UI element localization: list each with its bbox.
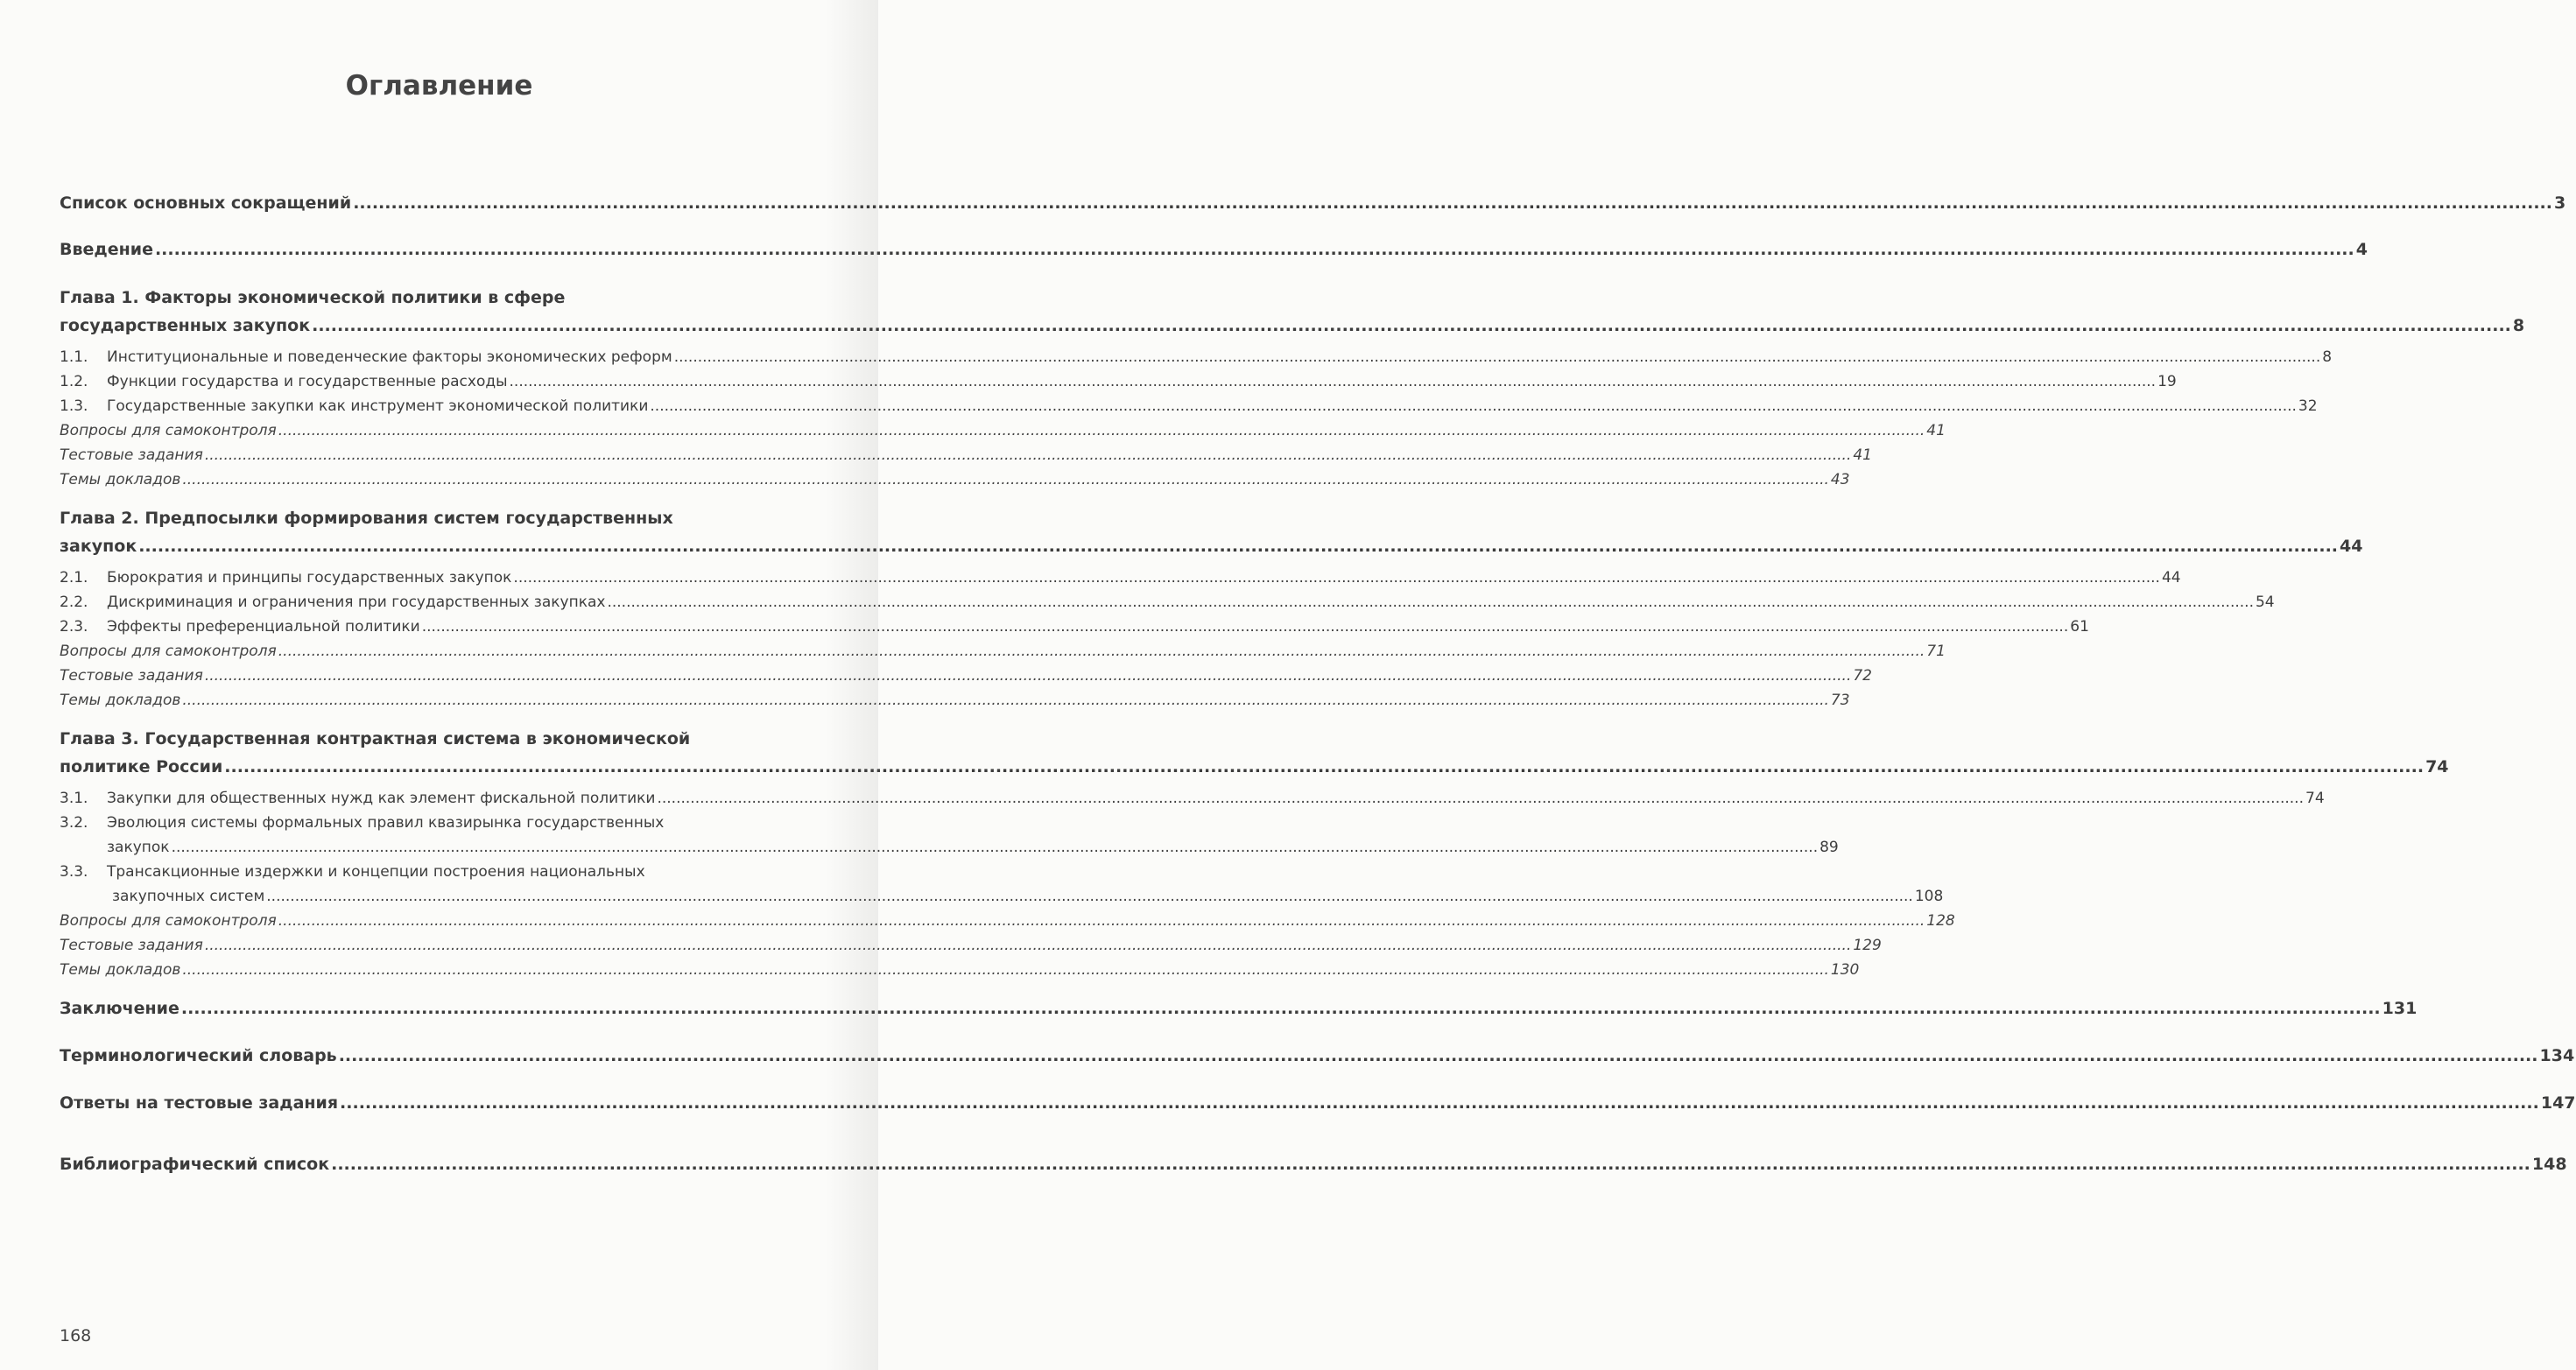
toc-chapter-1[interactable]: государственных закупок ..... 8 <box>60 316 825 335</box>
toc-section-3-1[interactable]: 3.1. Закупки для общественных нужд как элемент фискальной политики ..... 74 <box>60 790 825 807</box>
toc-ch2-questions[interactable]: Вопросы для самоконтроля ..... 71 <box>60 643 825 660</box>
toc-section-1-3[interactable]: 1.3. Государственные закупки как инструмент экономической политики ..... 32 <box>60 397 825 415</box>
toc-section-3-3[interactable]: закупочных систем ..... 108 <box>112 888 825 905</box>
toc-ch1-reports[interactable]: Темы докладов ..... 43 <box>60 471 825 488</box>
toc-section-2-3[interactable]: 2.3. Эффекты преференциальной политики ..... 61 <box>60 618 825 636</box>
toc-ch2-reports[interactable]: Темы докладов ..... 73 <box>60 692 825 709</box>
toc-ch1-tests[interactable]: Тестовые задания ..... 41 <box>60 446 825 464</box>
toc-entry-conclusion[interactable]: Заключение ..... 131 <box>60 999 825 1018</box>
page-title: Оглавление <box>345 70 533 102</box>
toc-section-2-2[interactable]: 2.2. Дискриминация и ограничения при государственных закупках ..... 54 <box>60 594 825 611</box>
toc-section-1-2[interactable]: 1.2. Функции государства и государственные расходы ..... 19 <box>60 373 825 390</box>
toc-section-3-2-heading[interactable]: 3.2. Эволюция системы формальных правил квазирынка государственных <box>60 814 665 832</box>
toc-chapter-3-heading[interactable]: Глава 3. Государственная контрактная система в экономической <box>60 729 691 748</box>
toc-entry-introduction[interactable]: Введение ..... 4 <box>60 240 825 259</box>
toc-chapter-2-heading[interactable]: Глава 2. Предпосылки формирования систем государственных <box>60 509 673 528</box>
toc-ch2-tests[interactable]: Тестовые задания ..... 72 <box>60 667 825 685</box>
toc-entry-abbreviations[interactable]: Список основных сокращений ..... 3 <box>60 193 825 213</box>
toc-section-3-2[interactable]: закупок ..... 89 <box>107 839 825 856</box>
page-number: 168 <box>60 1326 92 1345</box>
toc-entry-glossary[interactable]: Терминологический словарь ..... 134 <box>60 1046 825 1065</box>
toc-chapter-2[interactable]: закупок ..... 44 <box>60 537 825 556</box>
toc-section-1-1[interactable]: 1.1. Институциональные и поведенческие факторы экономических реформ ..... 8 <box>60 348 825 366</box>
toc-ch3-questions[interactable]: Вопросы для самоконтроля ..... 128 <box>60 912 825 930</box>
toc-entry-bibliography[interactable]: Библиографический список ..... 148 <box>60 1155 825 1174</box>
toc-ch3-tests[interactable]: Тестовые задания ..... 129 <box>60 937 825 954</box>
toc-ch1-questions[interactable]: Вопросы для самоконтроля ..... 41 <box>60 422 825 439</box>
toc-chapter-1-heading[interactable]: Глава 1. Факторы экономической политики в сфере <box>60 288 566 307</box>
toc-section-2-1[interactable]: 2.1. Бюрократия и принципы государственных закупок ..... 44 <box>60 569 825 587</box>
toc-chapter-3[interactable]: политике России ..... 74 <box>60 757 825 776</box>
toc-section-3-3-heading[interactable]: 3.3. Трансакционные издержки и концепции построения национальных <box>60 863 645 881</box>
toc-entry-answers[interactable]: Ответы на тестовые задания ..... 147 <box>60 1093 825 1113</box>
toc-ch3-reports[interactable]: Темы докладов ..... 130 <box>60 961 825 979</box>
